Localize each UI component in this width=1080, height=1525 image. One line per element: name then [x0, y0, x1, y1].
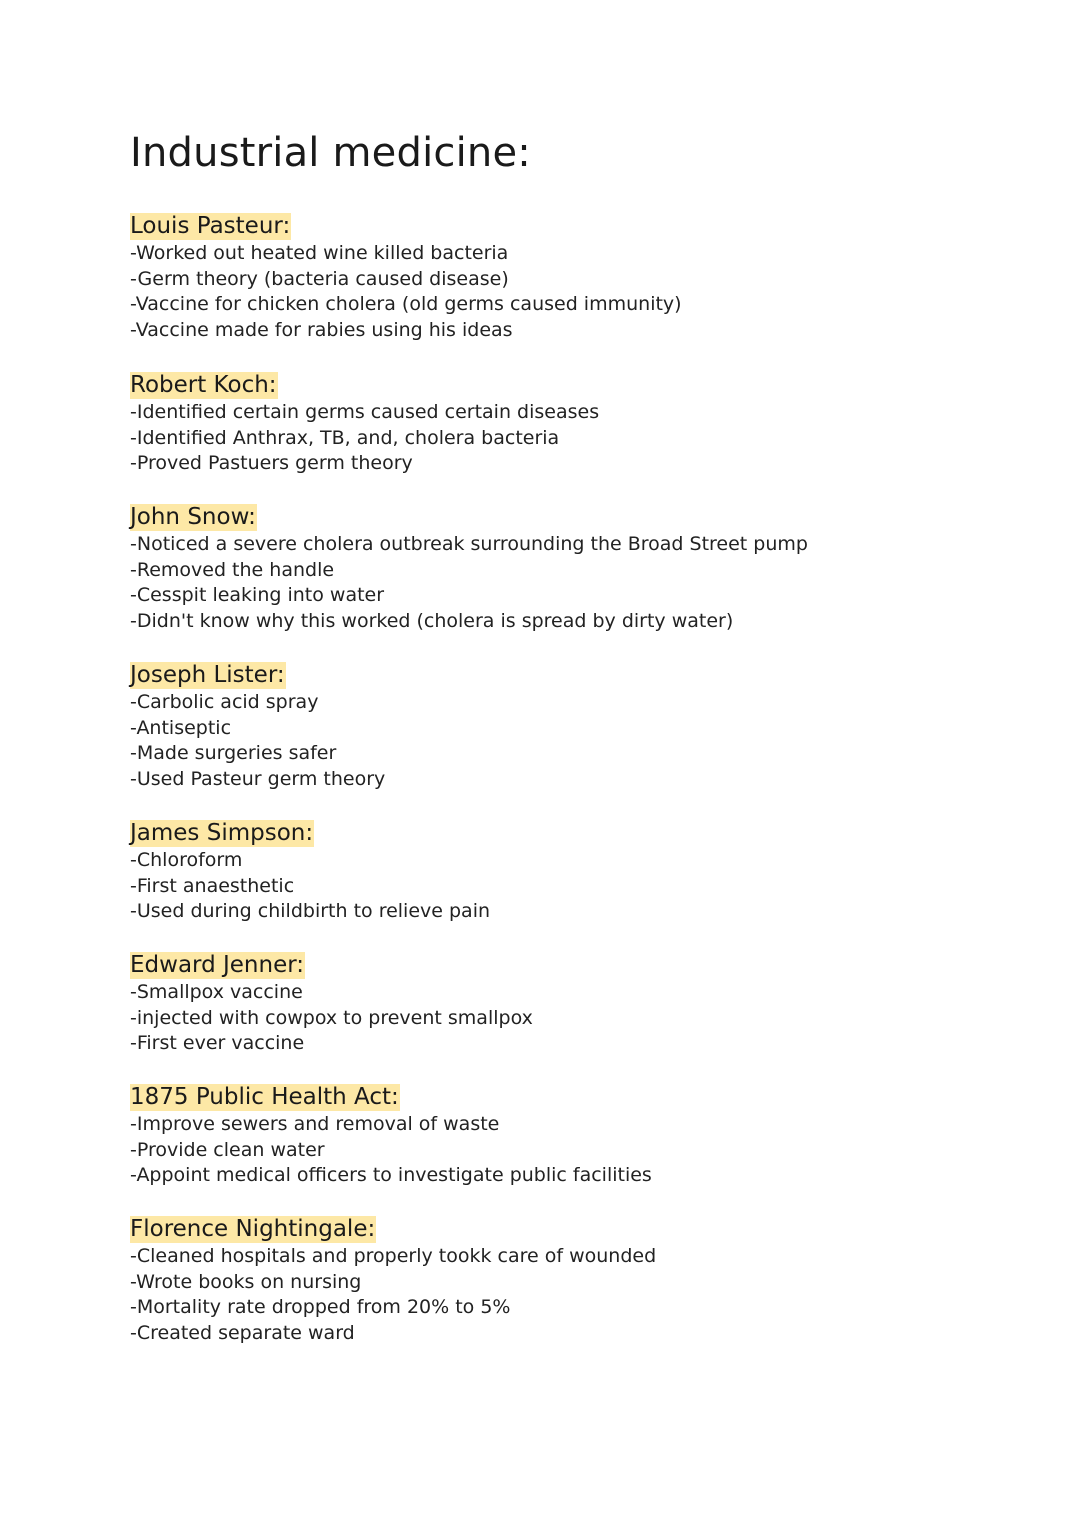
- list-item: -Noticed a severe cholera outbreak surrounding the Broad Street pump: [130, 533, 808, 555]
- list-item: -Identified certain germs caused certain diseases: [130, 401, 600, 423]
- section-florence-nightingale: [130, 1216, 1030, 1347]
- list-item: -Mortality rate dropped from 20% to 5%: [130, 1296, 511, 1319]
- bullet-list: [130, 980, 1030, 1057]
- list-item: -Vaccine made for rabies using his ideas: [130, 319, 513, 342]
- list-item: -Made surgeries safer: [130, 742, 337, 765]
- list-item: -Removed the handle: [130, 558, 335, 581]
- section-joseph-lister: [130, 662, 1030, 793]
- list-item: -Cleaned hospitals and properly tookk care of wounded: [130, 1245, 657, 1267]
- section-heading: Robert Koch:: [130, 372, 277, 398]
- list-item: -Created separate ward: [130, 1322, 355, 1345]
- list-item: -Improve sewers and removal of waste: [130, 1113, 500, 1135]
- list-item: -Worked out heated wine killed bacteria: [130, 242, 509, 264]
- list-item: -Proved Pastuers germ theory: [130, 452, 413, 475]
- list-item: -Antiseptic: [130, 716, 232, 739]
- list-item: -Chloroform: [130, 849, 243, 871]
- section-heading: Edward Jenner:: [130, 952, 305, 978]
- section-heading: James Simpson:: [130, 820, 314, 846]
- list-item: -Smallpox vaccine: [130, 981, 303, 1003]
- section-james-simpson: [130, 820, 1030, 925]
- section-robert-koch: [130, 372, 1030, 477]
- list-item: -Used Pasteur germ theory: [130, 768, 386, 791]
- list-item: -First anaesthetic: [130, 874, 295, 897]
- bullet-list: [130, 1112, 1030, 1189]
- section-heading: Joseph Lister:: [130, 662, 285, 688]
- list-item: -Used during childbirth to relieve pain: [130, 900, 491, 923]
- list-item: -Germ theory (bacteria caused disease): [130, 267, 509, 290]
- bullet-list: [130, 532, 1030, 635]
- list-item: -Appoint medical officers to investigate public facilities: [130, 1164, 652, 1187]
- section-heading: John Snow:: [130, 504, 256, 530]
- section-heading: Louis Pasteur:: [130, 213, 291, 239]
- bullet-list: [130, 1244, 1030, 1347]
- list-item: -Wrote books on nursing: [130, 1270, 362, 1293]
- list-item: -Provide clean water: [130, 1138, 325, 1161]
- list-item: -Cesspit leaking into water: [130, 584, 385, 607]
- section-louis-pasteur: [130, 213, 1030, 344]
- page-title: Industrial medicine:: [130, 130, 531, 176]
- list-item: -Didn't know why this worked (cholera is spread by dirty water): [130, 610, 734, 633]
- bullet-list: [130, 241, 1030, 344]
- list-item: -First ever vaccine: [130, 1032, 305, 1055]
- section-heading: Florence Nightingale:: [130, 1216, 376, 1242]
- section-public-health-act: [130, 1084, 1030, 1189]
- list-item: -Carbolic acid spray: [130, 691, 319, 713]
- section-john-snow: [130, 504, 1030, 635]
- section-edward-jenner: [130, 952, 1030, 1057]
- section-heading: 1875 Public Health Act:: [130, 1084, 399, 1110]
- bullet-list: [130, 400, 1030, 477]
- bullet-list: [130, 848, 1030, 925]
- list-item: -injected with cowpox to prevent smallpox: [130, 1006, 533, 1029]
- bullet-list: [130, 690, 1030, 793]
- list-item: -Identified Anthrax, TB, and, cholera bacteria: [130, 426, 560, 449]
- list-item: -Vaccine for chicken cholera (old germs caused immunity): [130, 293, 682, 316]
